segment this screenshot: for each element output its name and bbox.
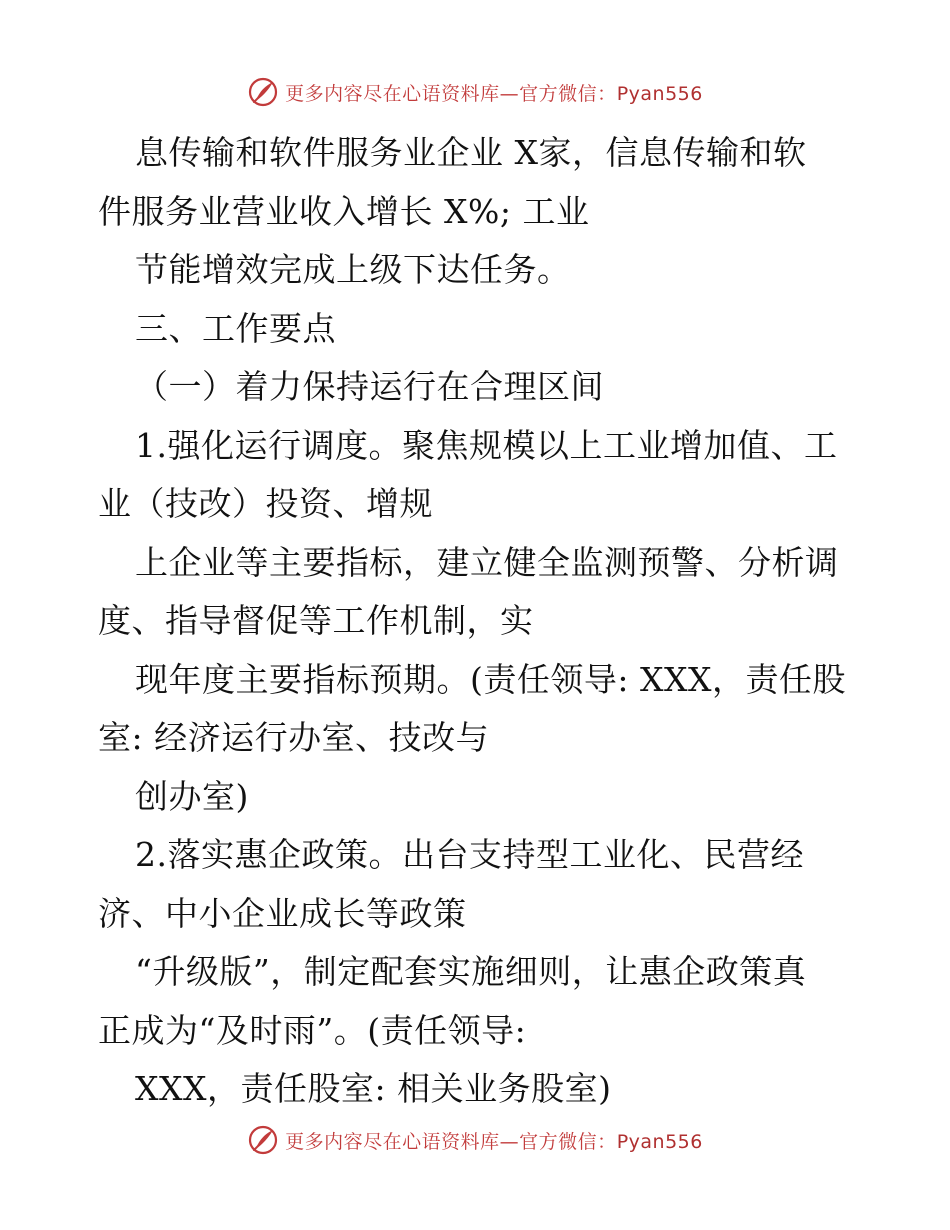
watermark-site-name: 更多内容尽在心语资料库 bbox=[285, 82, 500, 105]
watermark-account: Pyan556 bbox=[616, 82, 703, 105]
body-line-11: 室: 经济运行办室、技改与 bbox=[98, 718, 490, 757]
body-line-1: 息传输和软件服务业企业 X家，信息传输和软 bbox=[135, 133, 807, 172]
watermark-official-label: 官方微信： bbox=[519, 82, 617, 105]
body-line-12: 创办室) bbox=[135, 776, 249, 816]
body-line-8: 上企业等主要指标，建立健全监测预警、分析调 bbox=[135, 542, 839, 582]
watermark-site-name: 更多内容尽在心语资料库 bbox=[285, 1130, 500, 1153]
watermark-separator: — bbox=[499, 82, 520, 105]
section-heading-3: 三、工作要点 bbox=[135, 308, 336, 348]
body-line-10: 现年度主要指标预期。(责任领导: XXX，责任股 bbox=[135, 659, 846, 699]
watermark-text bbox=[285, 1127, 703, 1154]
watermark-text bbox=[285, 79, 703, 106]
body-line-13: 2.落实惠企政策。出台支持型工业化、民营经 bbox=[135, 835, 804, 874]
body-line-3: 节能增效完成上级下达任务。 bbox=[135, 250, 571, 289]
body-line-15: “升级版”，制定配套实施细则，让惠企政策真 bbox=[135, 952, 807, 991]
body-line-7: 业（技改）投资、增规 bbox=[98, 484, 433, 523]
body-line-2: 件服务业营业收入增长 X%; 工业 bbox=[98, 191, 590, 231]
body-line-6: 1.强化运行调度。聚焦规模以上工业增加值、工 bbox=[135, 425, 838, 465]
footer-watermark bbox=[0, 1120, 950, 1160]
body-line-9: 度、指导督促等工作机制，实 bbox=[98, 601, 534, 640]
watermark-official-label: 官方微信： bbox=[519, 1130, 617, 1153]
body-line-16: 正成为“及时雨”。(责任领导: bbox=[98, 1010, 527, 1050]
watermark-separator: — bbox=[499, 1130, 520, 1153]
subsection-heading-1: （一）着力保持运行在合理区间 bbox=[135, 367, 604, 406]
feather-quill-logo-icon bbox=[247, 76, 279, 108]
header-watermark bbox=[0, 72, 950, 112]
document-body bbox=[98, 124, 858, 1119]
feather-quill-logo-icon bbox=[247, 1124, 279, 1156]
body-line-14: 济、中小企业成长等政策 bbox=[98, 893, 467, 933]
body-line-17: XXX，责任股室: 相关业务股室) bbox=[135, 1069, 612, 1108]
watermark-account: Pyan556 bbox=[616, 1130, 703, 1153]
